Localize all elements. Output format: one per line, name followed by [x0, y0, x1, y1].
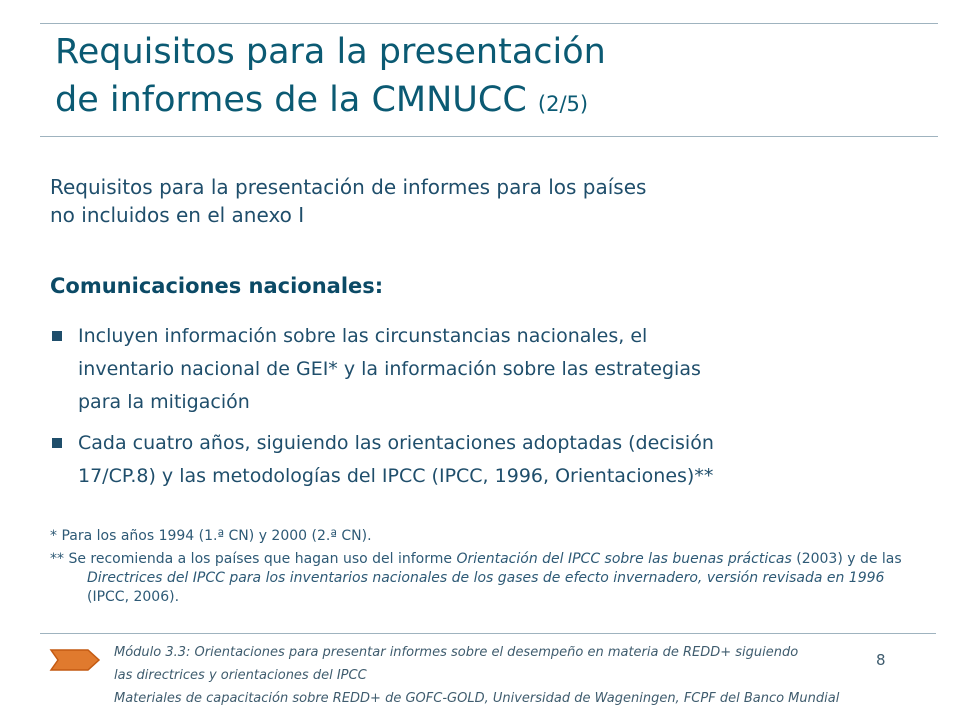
bullet-1-line-1: Incluyen información sobre las circunstancias nacionales, el: [78, 325, 648, 347]
footer-line-3: Materiales de capacitación sobre REDD+ de GOFC-GOLD, Universidad de Wageningen, FCPF del Banco Mundial: [114, 691, 840, 706]
title-counter: (2/5): [537, 92, 589, 116]
footer-line-1: Módulo 3.3: Orientaciones para presentar informes sobre el desempeño en materia de REDD+ siguiendo: [114, 645, 799, 660]
title-line-1: Requisitos para la presentación: [55, 32, 606, 72]
footnote-2-mid: (2003) y de las: [791, 551, 902, 567]
footnote-2-prefix: ** Se recomienda a los países que hagan uso del informe: [50, 551, 457, 567]
bullet-1-line-3: para la mitigación: [78, 391, 250, 413]
footnote-1: * Para los años 1994 (1.ª CN) y 2000 (2.ª CN).: [50, 528, 372, 544]
footnotes: [50, 526, 930, 607]
page-number: 8: [876, 651, 886, 669]
title-bottom-rule: [40, 136, 938, 137]
footer-line-2: las directrices y orientaciones del IPCC: [114, 668, 367, 683]
page-title: [55, 28, 935, 128]
top-rule: [40, 23, 938, 24]
arrow-tag-icon: [48, 647, 102, 673]
square-bullet-icon: [52, 438, 62, 448]
footnote-2: [50, 550, 930, 607]
square-bullet-icon: [52, 331, 62, 341]
subtitle-line-2: no incluidos en el anexo I: [50, 203, 305, 227]
footnote-2-italic-2: Directrices del IPCC para los inventarios nacionales de los gases de efecto invernadero, versión revisada en 1996: [87, 570, 885, 586]
subtitle-line-1: Requisitos para la presentación de informes para los países: [50, 175, 647, 199]
title-line-2: [55, 76, 935, 128]
section-heading: Comunicaciones nacionales:: [50, 274, 384, 298]
title-line-2-text: de informes de la CMNUCC: [55, 80, 527, 120]
subtitle: [50, 173, 890, 229]
bullet-item-national-circumstances: [50, 320, 930, 419]
footnote-2-italic-1: Orientación del IPCC sobre las buenas prácticas: [456, 551, 792, 567]
bullet-list: [50, 320, 930, 493]
bullet-item-every-four-years: [50, 427, 930, 493]
bullet-2-line-2: 17/CP.8) y las metodologías del IPCC (IPCC, 1996, Orientaciones)**: [78, 465, 714, 487]
bullet-2-line-1: Cada cuatro años, siguiendo las orientaciones adoptadas (decisión: [78, 432, 714, 454]
footer-text: [114, 641, 904, 710]
footnote-2-suffix: (IPCC, 2006).: [87, 589, 180, 605]
footer-rule: [40, 633, 936, 634]
bullet-1-line-2: inventario nacional de GEI* y la información sobre las estrategias: [78, 358, 701, 380]
